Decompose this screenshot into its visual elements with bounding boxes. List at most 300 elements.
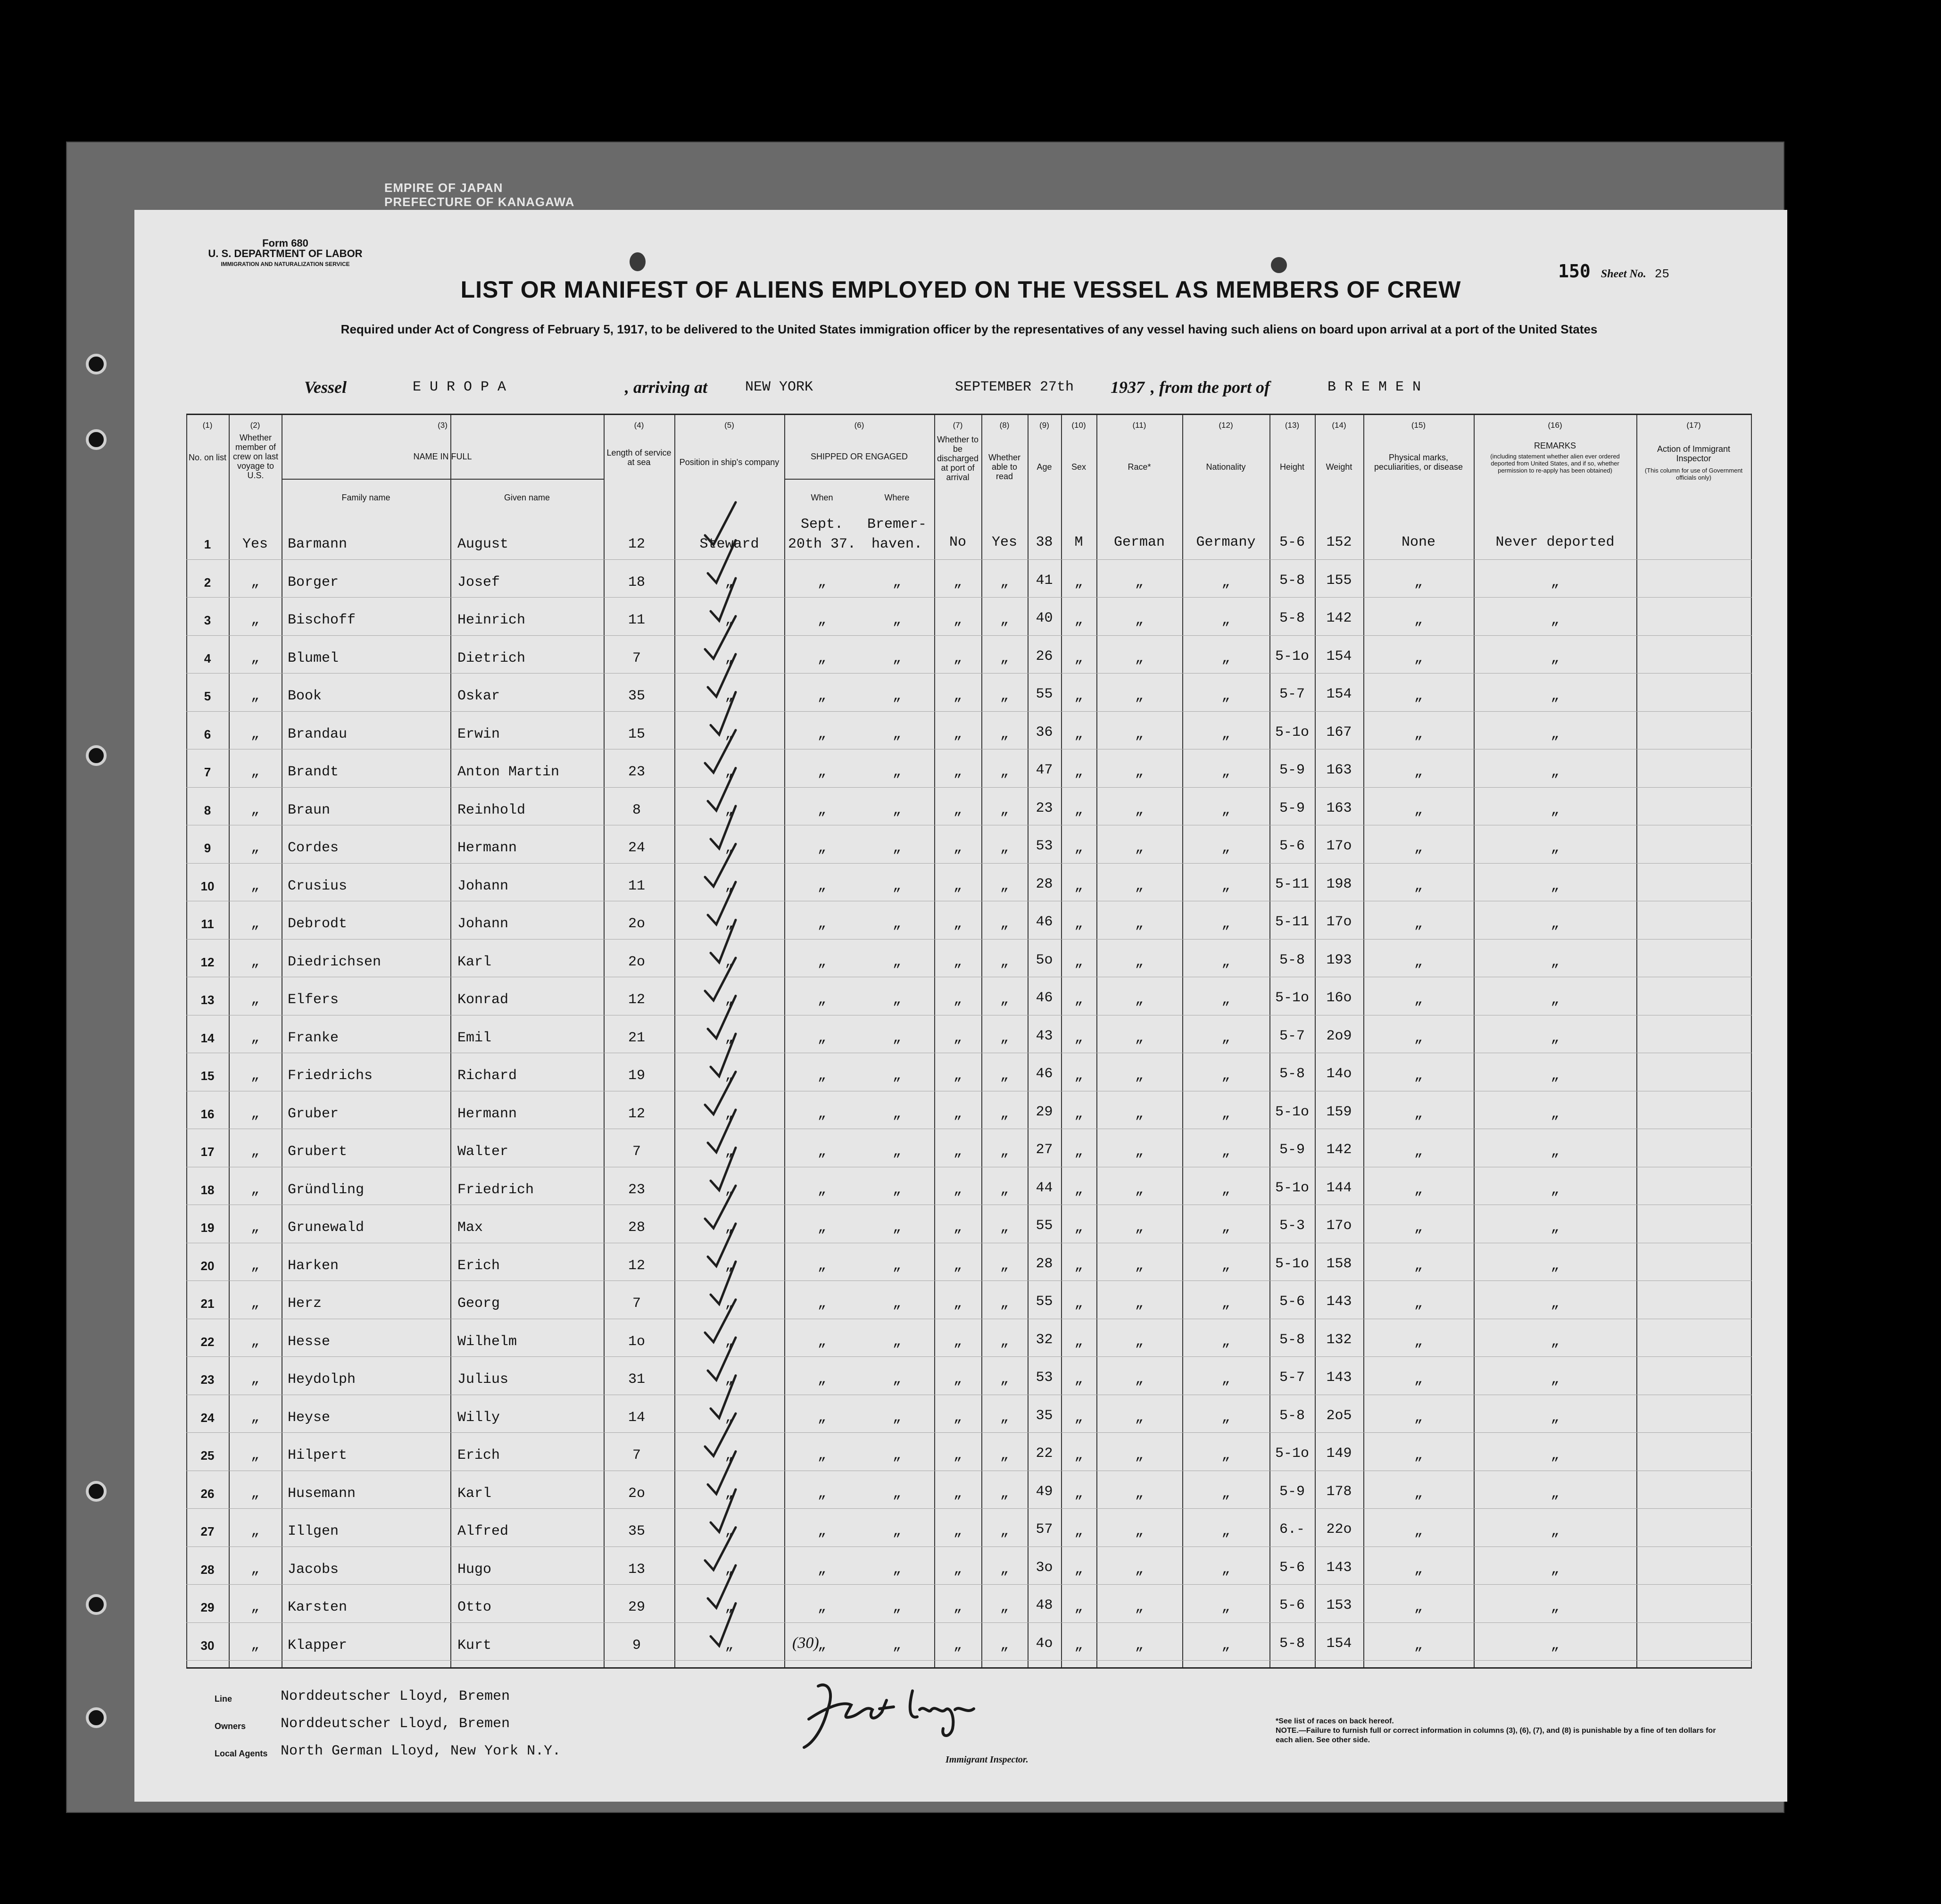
ditto-mark: „ — [953, 1637, 962, 1654]
header-where: Where — [884, 493, 910, 502]
binder-hole — [86, 745, 107, 766]
ditto-mark: „ — [892, 1220, 901, 1236]
ditto-mark: „ — [817, 1220, 826, 1236]
ditto-mark: „ — [250, 802, 259, 818]
ditto-mark: „ — [725, 650, 734, 666]
ditto-mark: „ — [725, 1030, 734, 1046]
ditto-mark: „ — [1074, 840, 1083, 856]
service-length: 21 — [628, 1030, 645, 1046]
ditto-mark: „ — [1135, 1561, 1144, 1578]
ditto-mark: „ — [1551, 574, 1559, 590]
row-number: 5 — [204, 689, 211, 703]
ditto-mark: „ — [1551, 1181, 1559, 1198]
family-name: Harken — [288, 1257, 339, 1274]
given-name: Konrad — [457, 992, 509, 1008]
given-name: Erich — [457, 1257, 500, 1274]
ditto-mark: „ — [953, 612, 962, 628]
ditto-mark: „ — [817, 726, 826, 742]
ditto-mark: „ — [817, 1523, 826, 1539]
header-inspector-note: (This column for use of Government officials only) — [1644, 467, 1743, 481]
given-name: Richard — [457, 1068, 517, 1084]
ditto-mark: „ — [725, 954, 734, 970]
ditto-mark: „ — [1074, 992, 1083, 1008]
ditto-mark: „ — [1414, 1409, 1423, 1426]
ditto-mark: „ — [1551, 1637, 1559, 1654]
ditto-mark: „ — [892, 878, 901, 894]
ditto-mark: „ — [1551, 1409, 1559, 1426]
family-name: Grunewald — [288, 1220, 365, 1236]
ditto-mark: „ — [953, 1485, 962, 1502]
ditto-mark: „ — [1551, 1296, 1559, 1312]
ditto-mark: „ — [250, 612, 259, 628]
ditto-mark: „ — [725, 878, 734, 894]
height: 5-8 — [1279, 1407, 1305, 1424]
ditto-mark: „ — [1135, 1220, 1144, 1236]
ditto-mark: „ — [953, 1220, 962, 1236]
weight: 154 — [1326, 686, 1352, 702]
ditto-mark: „ — [250, 1333, 259, 1350]
ditto-mark: „ — [892, 992, 901, 1008]
row-number: 9 — [204, 841, 211, 855]
weight: 142 — [1326, 610, 1352, 626]
column-number: (3) — [438, 421, 448, 430]
age: 53 — [1036, 1370, 1053, 1386]
ditto-mark: „ — [1074, 764, 1083, 780]
height: 6.- — [1279, 1522, 1305, 1538]
ditto-mark: „ — [1074, 1637, 1083, 1654]
ditto-mark: „ — [1074, 1333, 1083, 1350]
given-name: Hugo — [457, 1561, 492, 1578]
ditto-mark: „ — [250, 840, 259, 856]
family-name: Friedrichs — [288, 1068, 373, 1084]
ditto-mark: „ — [1551, 1220, 1559, 1236]
age: 28 — [1036, 876, 1053, 892]
ditto-mark: „ — [1074, 1372, 1083, 1388]
ditto-mark: „ — [892, 1599, 901, 1615]
height: 5-1o — [1275, 648, 1309, 665]
header-when: When — [811, 493, 833, 502]
ditto-mark: „ — [725, 1333, 734, 1350]
weight: 178 — [1326, 1483, 1352, 1500]
ditto-mark: „ — [1414, 992, 1423, 1008]
ditto-mark: „ — [725, 916, 734, 932]
column-number: (14) — [1332, 421, 1346, 430]
given-name: Walter — [457, 1144, 509, 1160]
footnotes — [1276, 1717, 1724, 1745]
height: 5-11 — [1275, 876, 1309, 892]
ditto-mark: „ — [1221, 802, 1230, 818]
ditto-mark: „ — [725, 1068, 734, 1084]
ditto-mark: „ — [817, 1181, 826, 1198]
given-name: Max — [457, 1220, 483, 1236]
given-name: Johann — [457, 878, 509, 894]
ditto-mark: „ — [1135, 1333, 1144, 1350]
ditto-mark: „ — [1221, 954, 1230, 970]
age: 28 — [1036, 1255, 1053, 1272]
ditto-mark: „ — [1074, 1068, 1083, 1084]
given-name: Otto — [457, 1599, 492, 1615]
family-name: Franke — [288, 1030, 339, 1046]
ditto-mark: „ — [1551, 1030, 1559, 1046]
ditto-mark: „ — [1414, 1599, 1423, 1615]
ditto-mark: „ — [1551, 1257, 1559, 1274]
ditto-mark: „ — [953, 992, 962, 1008]
family-name: Blumel — [288, 650, 339, 666]
ditto-mark: „ — [1135, 612, 1144, 628]
row-number: 20 — [200, 1258, 215, 1273]
ditto-mark: „ — [1074, 1220, 1083, 1236]
ditto-mark: „ — [1135, 878, 1144, 894]
weight: 2o9 — [1326, 1028, 1352, 1044]
service-length: 7 — [632, 1144, 641, 1160]
ditto-mark: „ — [725, 1257, 734, 1274]
age: 27 — [1036, 1142, 1053, 1158]
service-length: 35 — [628, 1523, 645, 1539]
service-length: 18 — [628, 574, 645, 590]
ditto-mark: „ — [250, 954, 259, 970]
ditto-mark: „ — [250, 1296, 259, 1312]
row-number: 16 — [200, 1106, 215, 1121]
height: 5-7 — [1279, 1028, 1305, 1044]
height: 5-1o — [1275, 1104, 1309, 1120]
binder-hole — [86, 1594, 107, 1615]
ditto-mark: „ — [1074, 688, 1083, 704]
ditto-mark: „ — [1135, 1599, 1144, 1615]
ditto-mark: „ — [1551, 1447, 1559, 1463]
crew-manifest-table — [186, 414, 1752, 1669]
ditto-mark: „ — [250, 1220, 259, 1236]
ditto-mark: „ — [1221, 650, 1230, 666]
header-height: Height — [1279, 462, 1305, 472]
ditto-mark: „ — [1414, 1523, 1423, 1539]
header-physical-marks: Physical marks, peculiarities, or disease — [1374, 453, 1463, 472]
ditto-mark: „ — [1000, 688, 1009, 704]
ditto-mark: „ — [1135, 1068, 1144, 1084]
height: 5-9 — [1279, 1483, 1305, 1500]
ditto-mark: „ — [1000, 574, 1009, 590]
ditto-mark: „ — [250, 916, 259, 932]
ditto-mark: „ — [1551, 650, 1559, 666]
inspector-signature — [790, 1672, 988, 1757]
ditto-mark: „ — [250, 1030, 259, 1046]
ditto-mark: „ — [1551, 1068, 1559, 1084]
age: 38 — [1036, 534, 1053, 550]
ditto-mark: „ — [892, 840, 901, 856]
prefecture-stamp — [384, 181, 574, 209]
ditto-mark: „ — [1135, 1523, 1144, 1539]
column-number: (13) — [1285, 421, 1300, 430]
binder-hole — [86, 1481, 107, 1502]
service-length: 12 — [628, 992, 645, 1008]
ditto-mark: „ — [725, 1637, 734, 1654]
row-number: 29 — [200, 1600, 215, 1614]
ditto-mark: „ — [1074, 1144, 1083, 1160]
ditto-mark: „ — [953, 1257, 962, 1274]
ditto-mark: „ — [892, 1485, 901, 1502]
ditto-mark: „ — [817, 1485, 826, 1502]
ditto-mark: „ — [817, 1296, 826, 1312]
family-name: Herz — [288, 1296, 322, 1312]
ditto-mark: „ — [1074, 802, 1083, 818]
ditto-mark: „ — [1000, 1637, 1009, 1654]
family-name: Heyse — [288, 1409, 331, 1426]
age: 43 — [1036, 1028, 1053, 1044]
row-number: 22 — [200, 1334, 215, 1349]
ditto-mark: „ — [250, 574, 259, 590]
ditto-mark: „ — [1414, 1106, 1423, 1122]
height: 5-1o — [1275, 1255, 1309, 1272]
given-name: Oskar — [457, 688, 500, 704]
ditto-mark: „ — [725, 612, 734, 628]
ditto-mark: „ — [1414, 1296, 1423, 1312]
weight: 143 — [1326, 1559, 1352, 1576]
ditto-mark: „ — [892, 1561, 901, 1578]
column-number: (12) — [1219, 421, 1233, 430]
ditto-mark: „ — [1221, 726, 1230, 742]
service-length: 2o — [628, 1485, 645, 1502]
shipped-when: 20th 37. — [788, 536, 856, 552]
form-identifier — [186, 238, 384, 269]
form-service: IMMIGRATION AND NATURALIZATION SERVICE — [221, 261, 350, 267]
family-name: Borger — [288, 574, 339, 590]
ditto-mark: „ — [892, 1447, 901, 1463]
given-name: Erich — [457, 1447, 500, 1463]
ditto-mark: „ — [1074, 612, 1083, 628]
age: 5o — [1036, 952, 1053, 968]
ditto-mark: „ — [1221, 1409, 1230, 1426]
ditto-mark: „ — [892, 1372, 901, 1388]
ditto-mark: „ — [725, 1523, 734, 1539]
ditto-mark: „ — [1000, 802, 1009, 818]
weight: 152 — [1326, 534, 1352, 550]
row-number: 6 — [204, 727, 211, 741]
weight: 2o5 — [1326, 1407, 1352, 1424]
service-length: 12 — [628, 536, 645, 552]
ditto-mark: „ — [1074, 650, 1083, 666]
ditto-mark: „ — [817, 1447, 826, 1463]
ditto-mark: „ — [1551, 916, 1559, 932]
ditto-mark: „ — [892, 612, 901, 628]
ditto-mark: „ — [1074, 1106, 1083, 1122]
arrival-port: NEW YORK — [745, 379, 813, 395]
ditto-mark: „ — [1000, 1106, 1009, 1122]
weight: 193 — [1326, 952, 1352, 968]
ditto-mark: „ — [953, 1409, 962, 1426]
ditto-mark: „ — [817, 840, 826, 856]
ditto-mark: „ — [725, 840, 734, 856]
given-name: Hermann — [457, 840, 517, 856]
given-name: Reinhold — [457, 802, 526, 818]
ditto-mark: „ — [892, 650, 901, 666]
ditto-mark: „ — [1074, 1599, 1083, 1615]
age: 35 — [1036, 1407, 1053, 1424]
row-number: 19 — [200, 1221, 215, 1235]
ditto-mark: „ — [817, 1030, 826, 1046]
ditto-mark: „ — [1135, 1409, 1144, 1426]
age: 53 — [1036, 838, 1053, 854]
ditto-mark: „ — [1000, 1599, 1009, 1615]
ditto-mark: „ — [725, 1220, 734, 1236]
ditto-mark: „ — [892, 802, 901, 818]
height: 5-6 — [1279, 1597, 1305, 1613]
age: 36 — [1036, 724, 1053, 740]
column-number: (10) — [1071, 421, 1086, 430]
service-length: 1o — [628, 1333, 645, 1350]
column-number: (5) — [724, 421, 734, 430]
ditto-mark: „ — [953, 802, 962, 818]
height: 5-3 — [1279, 1218, 1305, 1234]
ditto-mark: „ — [1551, 1106, 1559, 1122]
weight: 143 — [1326, 1294, 1352, 1310]
ditto-mark: „ — [1000, 1485, 1009, 1502]
ditto-mark: „ — [250, 764, 259, 780]
ditto-mark: „ — [1221, 764, 1230, 780]
age: 4o — [1036, 1635, 1053, 1652]
ditto-mark: „ — [250, 1523, 259, 1539]
owners-value: Norddeutscher Lloyd, Bremen — [281, 1716, 510, 1732]
family-name: Heydolph — [288, 1372, 356, 1388]
ditto-mark: „ — [1221, 688, 1230, 704]
family-name: Gründling — [288, 1181, 365, 1198]
ditto-mark: „ — [1551, 726, 1559, 742]
ditto-mark: „ — [1000, 1030, 1009, 1046]
ditto-mark: „ — [1000, 1333, 1009, 1350]
weight: 198 — [1326, 876, 1352, 892]
age: 55 — [1036, 686, 1053, 702]
given-name: Anton Martin — [457, 764, 560, 780]
ditto-mark: „ — [1551, 688, 1559, 704]
age: 22 — [1036, 1446, 1053, 1462]
header-name-in-full: NAME IN FULL — [413, 452, 472, 461]
ditto-mark: „ — [817, 1561, 826, 1578]
service-length: 7 — [632, 1447, 641, 1463]
ditto-mark: „ — [1074, 878, 1083, 894]
age: 44 — [1036, 1180, 1053, 1196]
ditto-mark: „ — [953, 764, 962, 780]
ditto-mark: „ — [953, 1068, 962, 1084]
ditto-mark: „ — [725, 1144, 734, 1160]
row-number: 24 — [200, 1410, 215, 1425]
ditto-mark: „ — [1135, 574, 1144, 590]
ditto-mark: „ — [1135, 650, 1144, 666]
ditto-mark: „ — [1000, 1372, 1009, 1388]
ditto-mark: „ — [1414, 1030, 1423, 1046]
service-length: 11 — [628, 612, 645, 628]
ditto-mark: „ — [1414, 878, 1423, 894]
row-number: 25 — [200, 1448, 215, 1463]
ditto-mark: „ — [1551, 1333, 1559, 1350]
ditto-mark: „ — [817, 1637, 826, 1654]
given-name: Kurt — [457, 1637, 492, 1654]
family-name: Braun — [288, 802, 331, 818]
given-name: Georg — [457, 1296, 500, 1312]
weight: 142 — [1326, 1142, 1352, 1158]
height: 5-8 — [1279, 610, 1305, 626]
row-number: 2 — [204, 575, 211, 590]
service-length: 23 — [628, 1181, 645, 1198]
header-service-at-sea: Length of service at sea — [606, 448, 672, 467]
ditto-mark: „ — [953, 878, 962, 894]
ditto-mark: „ — [1414, 802, 1423, 818]
shipped-where: haven. — [871, 536, 923, 552]
family-name: Klapper — [288, 1637, 348, 1654]
ditto-mark: „ — [250, 1599, 259, 1615]
given-name: Alfred — [457, 1523, 509, 1539]
ditto-mark: „ — [1221, 992, 1230, 1008]
column-number: (4) — [634, 421, 644, 430]
ditto-mark: „ — [1135, 1296, 1144, 1312]
ditto-mark: „ — [953, 840, 962, 856]
ditto-mark: „ — [817, 688, 826, 704]
service-length: 11 — [628, 878, 645, 894]
ditto-mark: „ — [1135, 992, 1144, 1008]
ditto-mark: „ — [1551, 1485, 1559, 1502]
ditto-mark: „ — [892, 726, 901, 742]
service-length: 2o — [628, 954, 645, 970]
ditto-mark: „ — [250, 1144, 259, 1160]
family-name: Gruber — [288, 1106, 339, 1122]
ditto-mark: „ — [250, 992, 259, 1008]
service-length: 15 — [628, 726, 645, 742]
ditto-mark: „ — [1135, 840, 1144, 856]
ditto-mark: „ — [1074, 1447, 1083, 1463]
ditto-mark: „ — [892, 954, 901, 970]
column-number: (16) — [1548, 421, 1562, 430]
ditto-mark: „ — [1221, 1561, 1230, 1578]
ditto-mark: „ — [725, 764, 734, 780]
service-length: 24 — [628, 840, 645, 856]
binder-hole — [86, 429, 107, 450]
ditto-mark: „ — [817, 1333, 826, 1350]
ditto-mark: „ — [1135, 916, 1144, 932]
ditto-mark: „ — [817, 650, 826, 666]
header-nationality: Nationality — [1206, 462, 1246, 472]
row-number: 4 — [204, 651, 211, 665]
weight: 163 — [1326, 762, 1352, 778]
nationality: Germany — [1196, 534, 1256, 550]
height: 5-7 — [1279, 1370, 1305, 1386]
ditto-mark: „ — [1551, 1372, 1559, 1388]
age: 49 — [1036, 1483, 1053, 1500]
row-number: 28 — [200, 1562, 215, 1577]
ditto-mark: „ — [725, 1409, 734, 1426]
ditto-mark: „ — [892, 1181, 901, 1198]
ditto-mark: „ — [1551, 612, 1559, 628]
ditto-mark: „ — [1221, 1220, 1230, 1236]
ditto-mark: „ — [1414, 612, 1423, 628]
race: German — [1113, 534, 1165, 550]
ditto-mark: „ — [250, 1561, 259, 1578]
physical-marks: None — [1401, 534, 1435, 550]
ditto-mark: „ — [250, 1181, 259, 1198]
ditto-mark: „ — [725, 1106, 734, 1122]
height: 5-1o — [1275, 1180, 1309, 1196]
page-title: LIST OR MANIFEST OF ALIENS EMPLOYED ON THE VESSEL AS MEMBERS OF CREW — [460, 276, 1461, 303]
ditto-mark: „ — [1074, 916, 1083, 932]
ditto-mark: „ — [1414, 1257, 1423, 1274]
ditto-mark: „ — [817, 1257, 826, 1274]
ditto-mark: „ — [1221, 1637, 1230, 1654]
row-number: 14 — [200, 1031, 215, 1045]
ditto-mark: „ — [1551, 840, 1559, 856]
ditto-mark: „ — [1414, 574, 1423, 590]
ditto-mark: „ — [1221, 1599, 1230, 1615]
service-length: 7 — [632, 650, 641, 666]
ditto-mark: „ — [892, 1144, 901, 1160]
ditto-mark: „ — [1000, 878, 1009, 894]
ditto-mark: „ — [250, 1257, 259, 1274]
age: 40 — [1036, 610, 1053, 626]
